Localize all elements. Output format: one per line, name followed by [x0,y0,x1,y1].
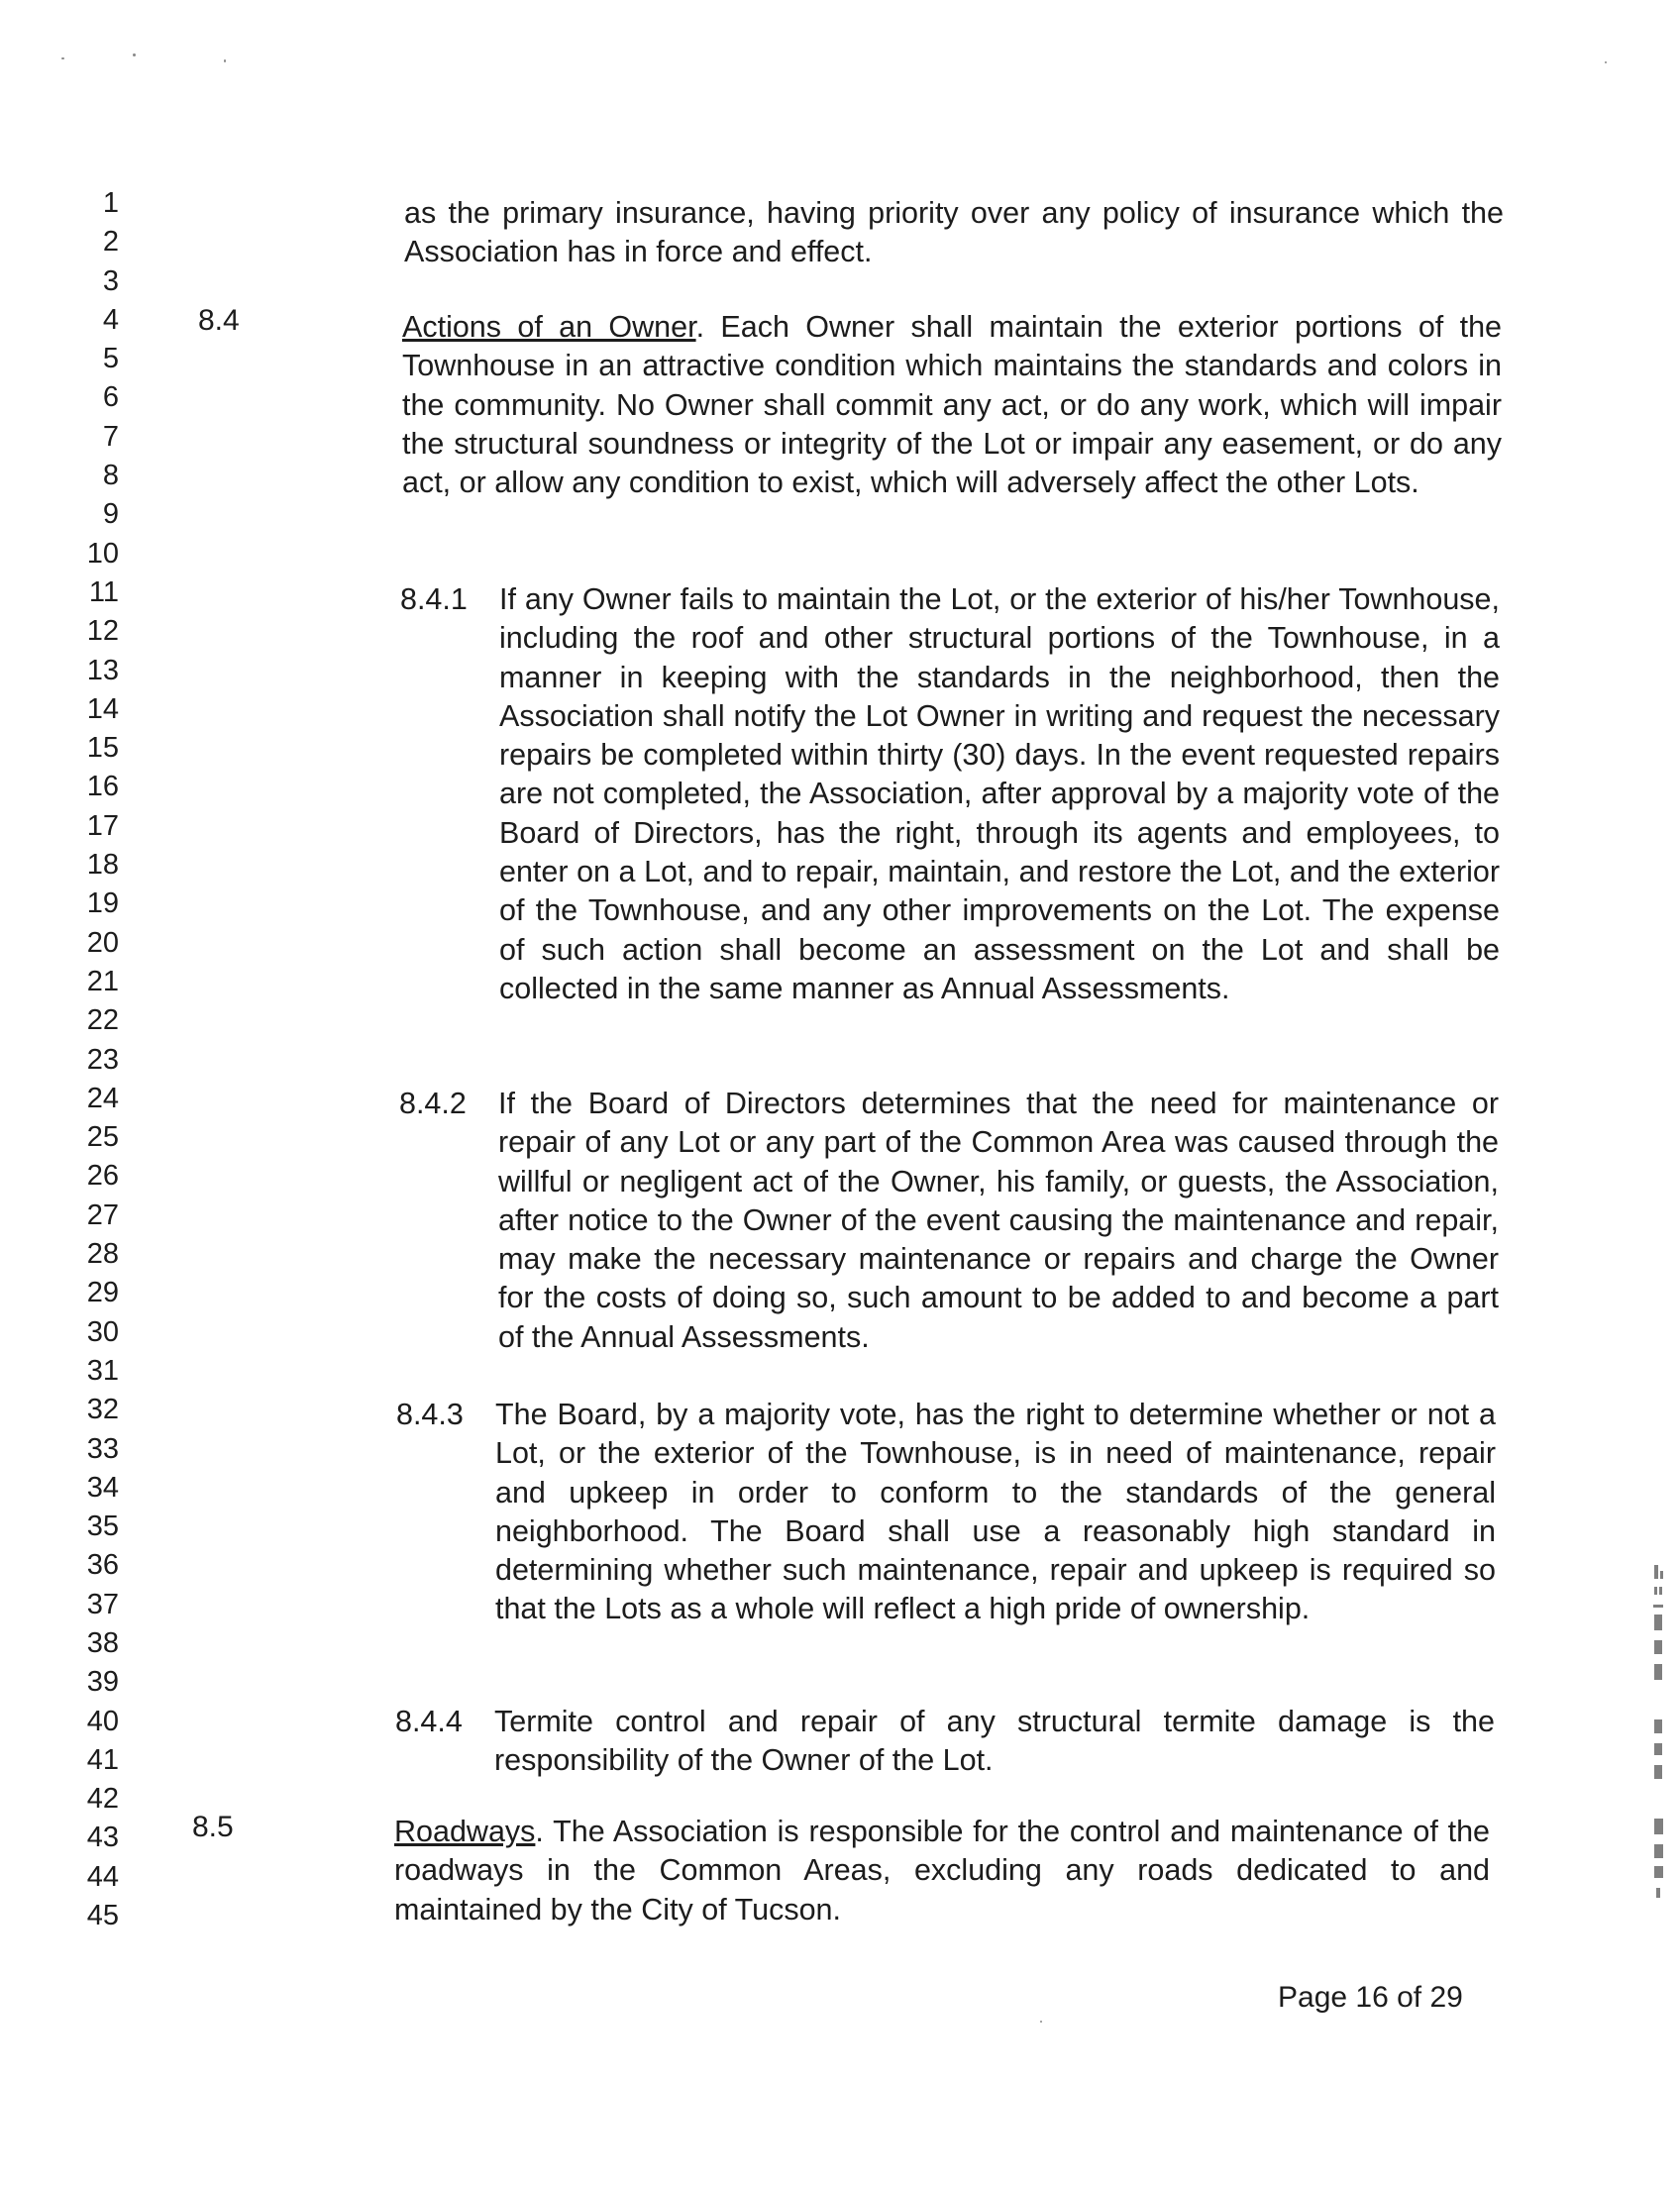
line-number: 18 [86,849,119,882]
line-number: 43 [86,1822,119,1854]
line-number: 27 [86,1198,119,1231]
line-number: 34 [86,1471,119,1504]
line-number: 5 [102,343,119,375]
line-number: 25 [86,1121,119,1154]
subsection-text: If any Owner fails to maintain the Lot, or the exterior of his/her Townhouse, including the roof and other structural portions of the Townhouse, in a manner in keeping with the standards in the neighborhood, then the Association shall notify the Lot Owner in writing and request the necessary repairs be completed within thirty (30) days. In the event requested repairs are not completed, the Association, after approval by a majority vote of the Board of Directors, has the right, through its agents and employees, to enter on a Lot, and to repair, maintain, and restore the Lot, and the exterior of the Townhouse, and any other improvements on the Lot. The expense of such action shall become an assessment on the Lot and shall be collected in the same manner as Annual Assessments. [499,582,1500,1005]
line-number: 35 [86,1510,119,1543]
subsection-number: 8.4.4 [395,1705,463,1738]
line-number: 26 [86,1160,119,1193]
continuation-paragraph: as the primary insurance, having priority over any policy of insurance which the Association has in force and effect. [404,196,1504,269]
section-heading-punct: . [695,310,705,344]
line-number: 17 [86,809,119,842]
line-number: 23 [86,1043,119,1076]
section-body: The Association is responsible for the control and maintenance of the roadways in the Common Areas, excluding any roads dedicated to and maintained by the City of Tucson. [394,1815,1490,1927]
line-number: 31 [86,1354,119,1387]
line-number: 10 [86,537,119,570]
line-number: 33 [86,1432,119,1465]
scan-speck [133,53,136,56]
section-8-4-paragraph [402,308,1502,502]
line-number: 28 [86,1238,119,1271]
subsection-text: The Board, by a majority vote, has the right to determine whether or not a Lot, or the exterior of the Townhouse, is in need of maintenance, repair and upkeep in order to conform to the standards of the general neighborhood. The Board shall use a reasonably high standard in determining whether such maintenance, repair and upkeep is required so that the Lots as a whole will reflect a high pride of ownership. [495,1398,1496,1626]
line-number: 40 [86,1705,119,1737]
line-number: 29 [86,1277,119,1309]
section-number: 8.5 [192,1811,234,1843]
line-number: 32 [86,1394,119,1426]
subsection-text: If the Board of Directors determines that the need for maintenance or repair of any Lot or any part of the Common Area was caused through the willful or negligent act of the Owner, his family, or guests, the Association, after notice to the Owner of the event causing the maintenance and repair, may make the necessary maintenance or repairs and charge the Owner for the costs of doing so, such amount to be added to and become a part of the Annual Assessments. [498,1087,1499,1354]
scan-speck [1040,2021,1042,2023]
line-number: 7 [102,420,119,453]
line-number: 38 [86,1626,119,1659]
section-heading: Actions of an Owner [402,310,696,344]
line-number: 11 [88,575,119,608]
line-number: 13 [86,654,119,686]
line-number: 9 [102,498,119,531]
line-number: 24 [86,1082,119,1114]
line-number: 36 [86,1549,119,1582]
line-number: 42 [86,1783,119,1816]
line-number-column [59,184,119,1935]
line-number: 2 [102,226,119,259]
line-number: 39 [86,1666,119,1699]
section-8-5-paragraph [394,1813,1490,1929]
line-number: 1 [102,187,119,219]
subsection-text: Termite control and repair of any structural termite damage is the responsibility of the Owner of the Lot. [494,1705,1495,1778]
line-number: 22 [86,1004,119,1037]
line-number: 41 [86,1743,119,1776]
line-number: 15 [86,732,119,765]
subsection-number: 8.4.2 [399,1087,467,1120]
section-body: Each Owner shall maintain the exterior portions of the Townhouse in an attractive condition which maintains the standards and colors in the community. No Owner shall commit any act, or do any work, which will impair the structural soundness or integrity of the Lot or impair any easement, or do any act, or allow any condition to exist, which will adversely affect the other Lots. [402,310,1502,500]
line-number: 30 [86,1315,119,1348]
scan-speck [1605,61,1607,63]
line-number: 16 [86,771,119,803]
line-number: 44 [86,1860,119,1893]
line-number: 21 [86,965,119,997]
section-heading: Roadways [394,1815,536,1848]
subsection-number: 8.4.1 [400,582,468,616]
section-heading-punct: . [535,1815,544,1848]
section-number: 8.4 [198,304,240,337]
line-number: 3 [102,264,119,297]
line-number: 4 [102,303,119,336]
scan-speck [224,59,226,62]
subsection-number: 8.4.3 [396,1398,464,1431]
recording-stamp [1644,1565,1674,1902]
line-number: 45 [86,1900,119,1932]
line-number: 12 [86,615,119,648]
line-number: 19 [86,887,119,920]
line-number: 14 [86,692,119,725]
line-number: 37 [86,1588,119,1620]
page-number-footer: Page 16 of 29 [1278,1981,1463,2014]
scan-speck [61,57,64,59]
line-number: 8 [102,460,119,492]
line-number: 20 [86,926,119,959]
line-number: 6 [102,381,119,414]
